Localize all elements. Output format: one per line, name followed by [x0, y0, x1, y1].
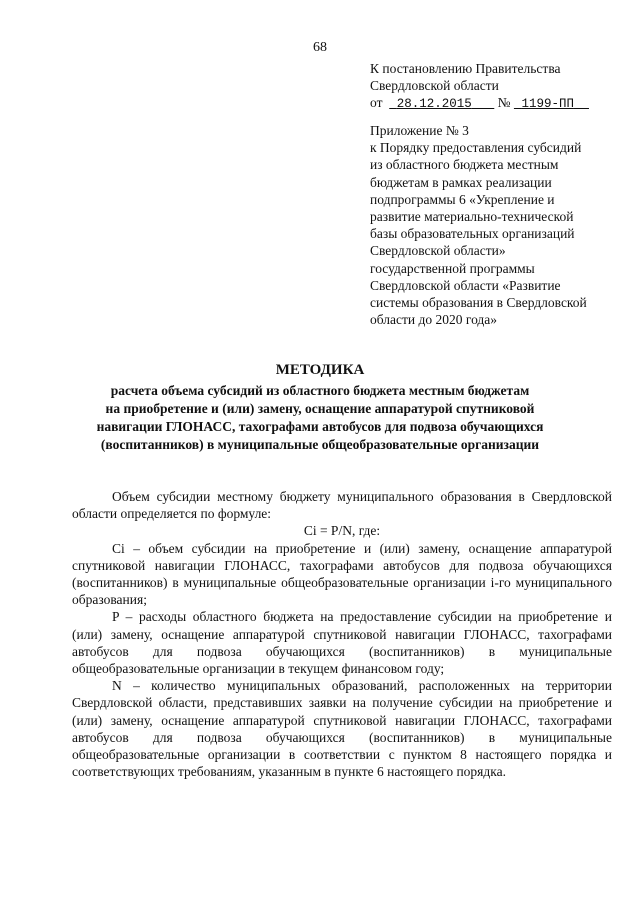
number-prefix: №	[497, 95, 511, 110]
appendix-line: базы образовательных организаций	[370, 226, 575, 242]
resolution-header	[370, 60, 620, 113]
subtitle-line: расчета объема субсидий из областного бюджета местным бюджетам	[110, 383, 530, 398]
document-title: МЕТОДИКА	[275, 362, 365, 378]
appendix-line: системы образования в Свердловской	[370, 295, 587, 311]
appendix-line: Свердловской области «Развитие	[370, 277, 561, 293]
appendix-line: области до 2020 года»	[370, 312, 498, 328]
header-line-1: К постановлению Правительства	[370, 61, 561, 76]
methodology-title-block	[60, 362, 580, 454]
appendix-line: подпрограммы 6 «Укрепление и	[370, 191, 555, 207]
appendix-block	[370, 122, 620, 328]
intro-paragraph: Объем субсидии местному бюджету муниципального образования в Свердловской области определяется по формуле:	[72, 489, 612, 522]
formula: Ci = P/N, где:	[303, 523, 381, 539]
subtitle-line: на приобретение и (или) замену, оснащение аппаратурой спутниковой	[105, 401, 535, 416]
document-body	[72, 488, 612, 780]
page-number: 68	[313, 40, 327, 55]
subtitle-line: навигации ГЛОНАСС, тахографами автобусов для подвоза обучающихся	[96, 419, 544, 434]
resolution-number: 1199-ПП	[521, 97, 574, 111]
subtitle-line: (воспитанников) в муниципальные общеобразовательные организации	[100, 437, 540, 452]
ci-definition: Ci – объем субсидии на приобретение и (или) замену, оснащение аппаратурой спутниковой навигации ГЛОНАСС, тахографами автобусов для подвоза обучающихся (воспитанников) в муниципальные общеобразовательные организации i-го муниципального образования;	[72, 540, 612, 608]
appendix-line: государственной программы	[370, 260, 535, 276]
p-definition: P – расходы областного бюджета на предоставление субсидии на приобретение и (или) замену, оснащение аппаратурой спутниковой навигации ГЛОНАСС, тахографами автобусов для подвоза обучающихся (воспитанников) в муниципальные общеобразовательные организации в текущем финансовом году;	[72, 609, 612, 677]
appendix-title: Приложение № 3	[370, 123, 469, 138]
appendix-line: развитие материально-технической	[370, 209, 574, 225]
appendix-line: Свердловской области»	[370, 243, 506, 259]
appendix-line: к Порядку предоставления субсидий	[370, 140, 582, 156]
appendix-line: бюджетам в рамках реализации	[370, 174, 552, 190]
date-number-line	[370, 94, 620, 113]
appendix-line: из областного бюджета местным	[370, 157, 559, 173]
header-line-2: Свердловской области	[370, 78, 499, 93]
date-prefix: от	[370, 95, 383, 110]
n-definition: N – количество муниципальных образований, расположенных на территории Свердловской области, представивших заявки на получение субсидии на приобретение и (или) замену, оснащение аппаратурой спутниковой навигации ГЛОНАСС, тахографами автобусов для подвоза обучающихся (воспитанников) в муниципальные общеобразовательные организации в соответствии с пунктом 8 настоящего порядка и соответствующих требованиям, указанным в пункте 6 настоящего порядка.	[72, 678, 612, 780]
resolution-date: 28.12.2015	[396, 97, 472, 111]
